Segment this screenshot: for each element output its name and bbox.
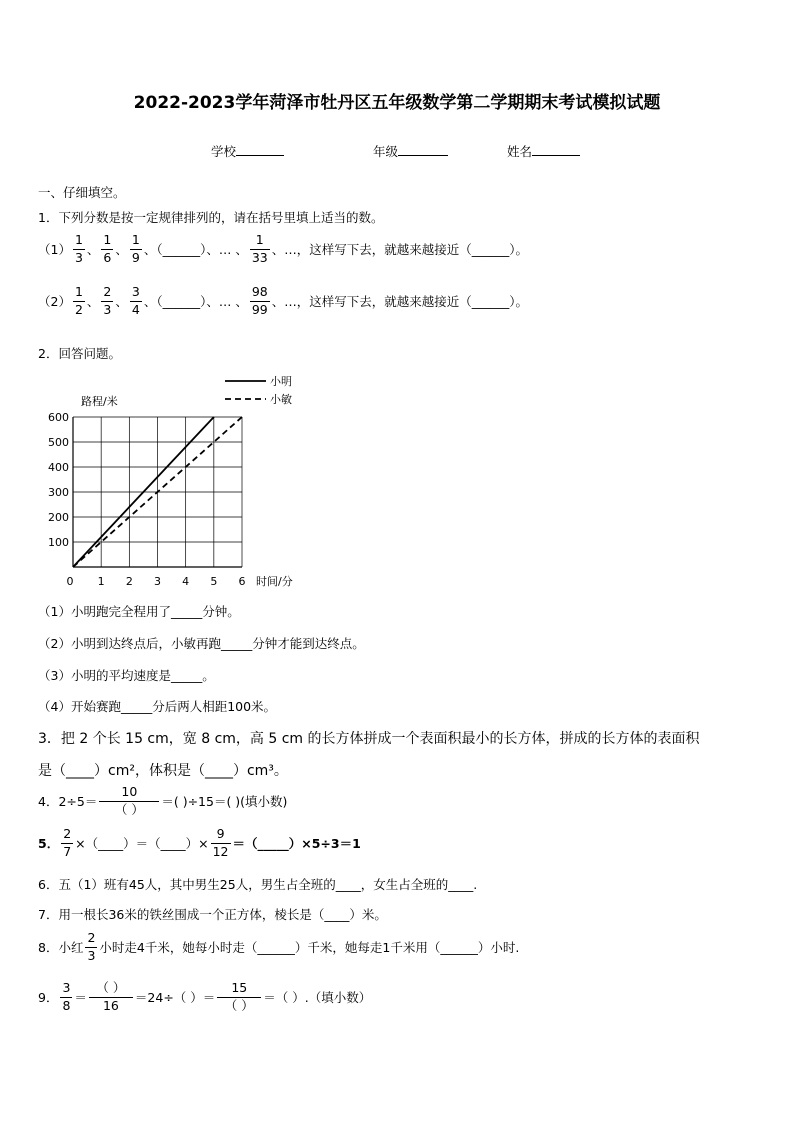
page-title: 2022-2023学年菏泽市牡丹区五年级数学第二学期期末考试模拟试题 <box>133 93 661 113</box>
fraction: $\frac{2}{3}$ <box>87 930 96 963</box>
question-4 <box>38 786 287 816</box>
question-2-sub-2: （2）小明到达终点后，小敏再跑_____分钟才能到达终点。 <box>38 636 365 651</box>
name-field <box>507 142 580 160</box>
school-label: 学校 <box>211 144 237 159</box>
school-blank[interactable] <box>236 142 284 156</box>
sequence-tail: 、…，这样写下去，就越来越接近（______）。 <box>271 294 528 309</box>
question-4-suffix: ＝( )÷15＝( )(填小数) <box>161 794 288 809</box>
origin-label: 0 <box>66 575 74 588</box>
question-6: 6．五（1）班有45人，其中男生25人，男生占全班的____，女生占全班的____. <box>38 877 478 892</box>
y-tick-label: 600 <box>48 411 69 424</box>
question-3-line-2: 是（____）cm²，体积是（____）cm³。 <box>38 763 288 779</box>
legend-label: 小敏 <box>270 393 292 406</box>
sequence-tail: 、…，这样写下去，就越来越接近（______）。 <box>271 242 528 257</box>
x-tick-label: 3 <box>154 575 161 588</box>
fraction: $\frac{10}{( )}$ <box>99 786 159 816</box>
question-5 <box>38 828 361 858</box>
question-5-suffix: ＝（_____）×5÷3＝1 <box>232 836 361 851</box>
y-axis-label: 路程/米 <box>81 395 118 408</box>
section-heading: 一、仔细填空。 <box>38 185 126 200</box>
fraction: $\frac{98}{99}$ <box>251 284 268 317</box>
distance-time-chart <box>30 368 330 596</box>
part-label: （2） <box>38 294 71 309</box>
fraction: $\frac{3}{8}$ <box>62 980 71 1013</box>
fraction: $\frac{1}{2}$ <box>74 284 83 317</box>
question-7: 7．用一根长36米的铁丝围成一个正方体，棱长是（____）米。 <box>38 907 387 922</box>
fraction: $\frac{9}{12}$ <box>212 826 229 859</box>
grade-field <box>373 142 448 160</box>
question-8-prefix: 8．小红 <box>38 940 84 955</box>
grade-label: 年级 <box>373 144 399 159</box>
sequence-middle: 、（______）、… 、 <box>143 242 248 257</box>
question-2-sub-1: （1）小明跑完全程用了_____分钟。 <box>38 604 240 619</box>
x-axis-label: 时间/分 <box>256 575 293 588</box>
grade-blank[interactable] <box>398 142 448 156</box>
question-8-suffix: 小时走4千米，她每小时走（______）千米，她每走1千米用（______）小时. <box>99 940 520 955</box>
question-5-prefix: 5． <box>38 836 60 851</box>
fraction: $\frac{15}{( )}$ <box>217 982 261 1012</box>
part-label: （1） <box>38 242 71 257</box>
question-9-prefix: 9． <box>38 990 59 1005</box>
question-1-part-2: （2） $\frac{1}{2}$ 、 $\frac{2}{3}$ 、 $\frac{3}{4}$ 、（______）、… 、 $\frac{98}{99}$ 、…，这样写下去，就越来越接近（______）。 <box>38 284 528 317</box>
name-label: 姓名 <box>507 144 533 159</box>
question-9-suffix: ＝（ ）.（填小数） <box>263 990 372 1005</box>
fraction: $\frac{( )}{16}$ <box>89 982 133 1012</box>
fraction: $\frac{1}{33}$ <box>251 232 268 265</box>
fraction: $\frac{1}{3}$ <box>74 232 83 265</box>
name-blank[interactable] <box>532 142 580 156</box>
question-2-sub-3: （3）小明的平均速度是_____。 <box>38 668 215 683</box>
school-field <box>211 142 284 160</box>
y-tick-label: 200 <box>48 511 69 524</box>
question-3-line-1: 3．把 2 个长 15 cm，宽 8 cm，高 5 cm 的长方体拼成一个表面积最小的长方体，拼成的长方体的表面积 <box>38 731 700 747</box>
question-1-text: 1．下列分数是按一定规律排列的，请在括号里填上适当的数。 <box>38 210 384 225</box>
x-tick-label: 4 <box>182 575 190 588</box>
question-5-middle: ×（____）＝（____）× <box>75 836 209 851</box>
fraction: $\frac{2}{7}$ <box>63 826 72 859</box>
fraction: $\frac{3}{4}$ <box>131 284 140 317</box>
y-tick-label: 400 <box>48 461 69 474</box>
question-2-sub-4: （4）开始赛跑_____分后两人相距100米。 <box>38 699 277 714</box>
question-4-prefix: 4．2÷5＝ <box>38 794 98 809</box>
fraction: $\frac{2}{3}$ <box>103 284 112 317</box>
question-1-part-1: （1） $\frac{1}{3}$ 、 $\frac{1}{6}$ 、 $\frac{1}{9}$ 、（______）、… 、 $\frac{1}{33}$ 、…，这样写下去，就越来越接近（______）。 <box>38 232 528 265</box>
fraction: $\frac{1}{6}$ <box>103 232 112 265</box>
x-tick-label: 1 <box>97 575 105 588</box>
question-9-middle: ＝24÷（ ）＝ <box>134 990 216 1005</box>
x-tick-label: 5 <box>210 575 218 588</box>
question-8 <box>38 932 519 962</box>
x-tick-label: 6 <box>238 575 246 588</box>
y-tick-label: 100 <box>48 536 69 549</box>
sequence-middle: 、（______）、… 、 <box>143 294 248 309</box>
y-tick-label: 300 <box>48 486 69 499</box>
legend-label: 小明 <box>270 375 292 388</box>
question-2-text: 2．回答问题。 <box>38 346 121 361</box>
fraction: $\frac{1}{9}$ <box>131 232 140 265</box>
x-tick-label: 2 <box>125 575 133 588</box>
question-9: 9． $\frac{3}{8}$ ＝ $\frac{( )}{16}$ ＝24÷（ ）＝ $\frac{15}{( )}$ ＝（ ）.（填小数） <box>38 980 372 1013</box>
y-tick-label: 500 <box>48 436 69 449</box>
